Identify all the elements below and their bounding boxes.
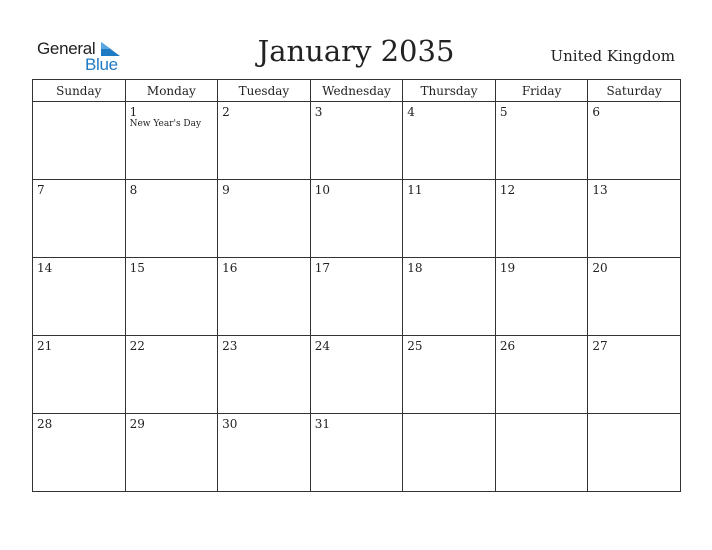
day-cell	[125, 102, 218, 180]
day-number: 23	[222, 339, 238, 353]
brand-name-general: General	[37, 39, 96, 58]
day-cell	[218, 336, 311, 414]
day-number: 24	[314, 339, 330, 353]
day-cell	[588, 414, 681, 492]
day-number: 30	[222, 417, 238, 431]
day-cell	[310, 336, 403, 414]
day-number: 9	[222, 183, 230, 197]
day-number: 22	[129, 339, 145, 353]
day-cell	[495, 180, 588, 258]
day-number: 25	[407, 339, 423, 353]
day-cell	[495, 336, 588, 414]
day-number: 17	[314, 261, 330, 275]
day-cell	[588, 258, 681, 336]
day-cell	[218, 258, 311, 336]
calendar-grid	[32, 79, 681, 492]
day-cell	[218, 102, 311, 180]
day-cell	[403, 258, 496, 336]
day-cell	[403, 102, 496, 180]
brand-name-blue: Blue	[85, 55, 118, 74]
day-number: 6	[592, 105, 601, 119]
day-cell	[495, 102, 588, 180]
week-row	[33, 336, 681, 414]
day-number: 2	[222, 105, 230, 119]
holiday-label: New Year's Day	[129, 119, 202, 129]
day-number: 31	[314, 417, 330, 431]
day-number: 5	[499, 105, 508, 119]
weekday-header: Sunday	[33, 80, 126, 102]
weekday-header: Thursday	[403, 80, 496, 102]
day-cell	[125, 180, 218, 258]
day-number: 27	[592, 339, 608, 353]
day-number: 13	[592, 183, 608, 197]
weekday-header: Monday	[125, 80, 218, 102]
day-number: 26	[499, 339, 516, 353]
weekday-header: Tuesday	[218, 80, 311, 102]
day-number: 1	[129, 105, 138, 119]
weekday-header-row	[33, 80, 681, 102]
day-number	[403, 414, 495, 417]
day-number	[33, 102, 125, 105]
day-cell	[310, 102, 403, 180]
weekday-header: Friday	[495, 80, 588, 102]
day-cell	[310, 180, 403, 258]
day-cell	[33, 258, 126, 336]
day-cell	[588, 180, 681, 258]
day-cell	[33, 180, 126, 258]
week-row	[33, 414, 681, 492]
day-number: 19	[499, 261, 516, 275]
day-cell	[125, 258, 218, 336]
day-number: 21	[37, 339, 53, 353]
day-number: 12	[499, 183, 516, 197]
week-row	[33, 180, 681, 258]
day-cell	[33, 102, 126, 180]
day-cell	[588, 336, 681, 414]
day-cell	[218, 180, 311, 258]
day-number: 20	[592, 261, 608, 275]
day-number: 11	[407, 183, 423, 197]
day-number: 16	[222, 261, 238, 275]
country-label: United Kingdom	[550, 47, 675, 65]
day-cell	[33, 336, 126, 414]
day-cell	[125, 336, 218, 414]
day-number	[496, 414, 588, 417]
day-cell	[125, 414, 218, 492]
day-number: 7	[37, 183, 45, 197]
day-number: 28	[37, 417, 53, 431]
day-cell	[33, 414, 126, 492]
day-cell	[310, 258, 403, 336]
day-cell	[403, 336, 496, 414]
calendar-title: January 2035	[257, 34, 455, 68]
day-number: 18	[407, 261, 423, 275]
day-cell	[310, 414, 403, 492]
week-row	[33, 102, 681, 180]
day-cell	[495, 258, 588, 336]
day-cell	[495, 414, 588, 492]
day-number: 14	[37, 261, 53, 275]
day-number: 4	[407, 105, 415, 119]
weekday-header: Wednesday	[310, 80, 403, 102]
day-number: 3	[314, 105, 323, 119]
day-number: 29	[129, 417, 145, 431]
day-number: 10	[314, 183, 330, 197]
day-cell	[403, 414, 496, 492]
day-cell	[588, 102, 681, 180]
day-number	[588, 414, 680, 417]
day-cell	[218, 414, 311, 492]
weekday-header: Saturday	[588, 80, 681, 102]
week-row	[33, 258, 681, 336]
day-number: 15	[129, 261, 145, 275]
day-number: 8	[129, 183, 138, 197]
day-cell	[403, 180, 496, 258]
